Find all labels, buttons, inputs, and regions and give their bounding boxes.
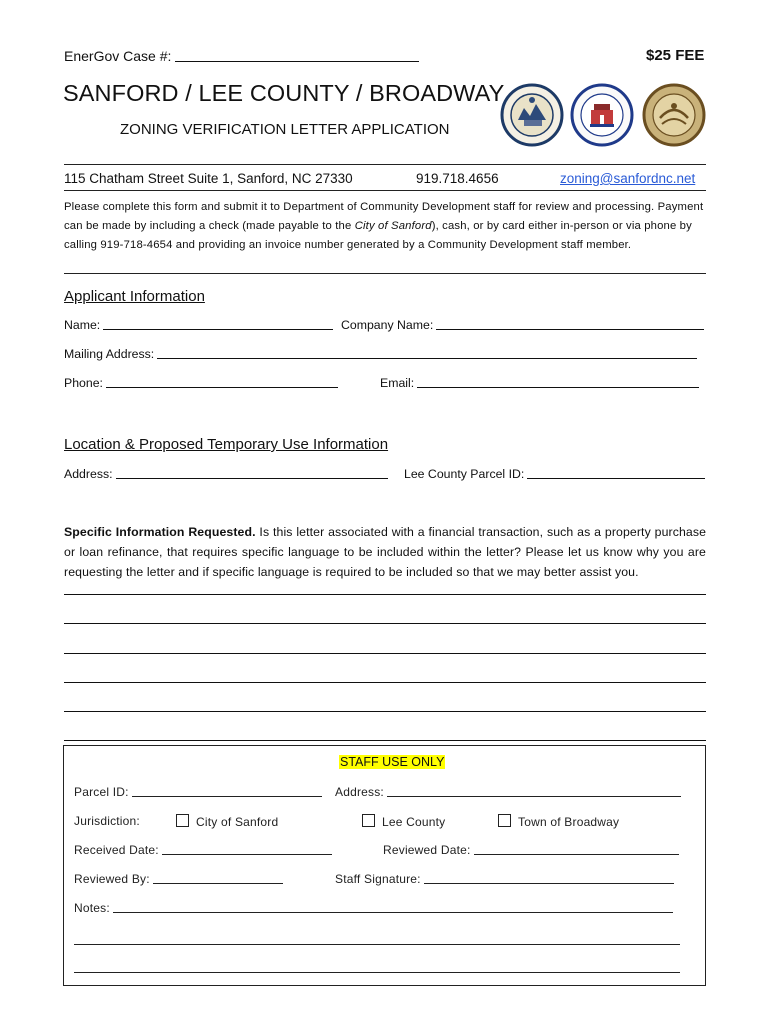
staff-signature-line[interactable] <box>424 872 674 884</box>
case-number-field[interactable] <box>64 48 419 64</box>
company-name-field[interactable] <box>341 318 704 332</box>
answer-line-6[interactable] <box>64 740 706 741</box>
specific-info-heading: Specific Information Requested. <box>64 525 256 539</box>
phone-line[interactable] <box>106 376 338 388</box>
form-subtitle: ZONING VERIFICATION LETTER APPLICATION <box>120 121 450 138</box>
reviewed-by-line[interactable] <box>153 872 283 884</box>
staff-parcel-line[interactable] <box>132 785 322 797</box>
staff-address-line[interactable] <box>387 785 681 797</box>
staff-signature-label: Staff Signature: <box>335 872 421 886</box>
intro-text-1: Please complete this form and submit it to Department of Community Development staff for review and processing. Payment can be made by including a check (made payable to the <box>64 201 704 232</box>
office-address: 115 Chatham Street Suite 1, Sanford, NC 27330 <box>64 171 353 186</box>
city-of-sanford-option-label: City of Sanford <box>196 815 279 829</box>
reviewed-date-label: Reviewed Date: <box>383 843 471 857</box>
applicant-name-field[interactable] <box>64 318 333 332</box>
reviewed-by-label: Reviewed By: <box>74 872 150 886</box>
town-of-broadway-seal <box>642 82 706 148</box>
location-heading: Location & Proposed Temporary Use Information <box>64 436 389 453</box>
received-date-label: Received Date: <box>74 843 159 857</box>
received-date-field[interactable] <box>74 843 332 857</box>
lee-county-checkbox[interactable] <box>362 814 375 827</box>
mailing-label: Mailing Address: <box>64 347 155 361</box>
company-label: Company Name: <box>341 318 434 332</box>
city-of-sanford-seal <box>500 82 564 148</box>
reviewed-date-line[interactable] <box>474 843 679 855</box>
notes-line-1[interactable] <box>113 901 673 913</box>
applicant-heading: Applicant Information <box>64 288 205 305</box>
received-date-line[interactable] <box>162 843 332 855</box>
jurisdiction-option-county[interactable] <box>362 814 445 829</box>
name-line[interactable] <box>103 318 333 330</box>
staff-parcel-field[interactable] <box>74 785 322 799</box>
intro-text-2: ), cash, or by card either in-person or via phone by calling 919-718-4654 and providing an invoice number generated by a Community Development staff member. <box>64 220 692 251</box>
form-title: SANFORD / LEE COUNTY / BROADWAY <box>63 80 505 106</box>
office-phone: 919.718.4656 <box>416 171 499 186</box>
intro-city-italic: City of Sanford <box>354 220 432 232</box>
name-label: Name: <box>64 318 101 332</box>
notes-label: Notes: <box>74 901 110 915</box>
jurisdiction-option-broadway[interactable] <box>498 814 619 829</box>
parcel-id-field[interactable] <box>404 467 705 481</box>
case-number-label: EnerGov Case #: <box>64 48 172 64</box>
staff-signature-field[interactable] <box>335 872 674 886</box>
staff-use-title: STAFF USE ONLY <box>340 755 445 769</box>
specific-info-paragraph <box>64 522 706 582</box>
staff-address-label: Address: <box>335 785 384 799</box>
office-email-link[interactable]: zoning@sanfordnc.net <box>560 171 696 186</box>
jurisdiction-option-city[interactable] <box>176 814 278 829</box>
answer-line-5[interactable] <box>64 711 706 712</box>
phone-label: Phone: <box>64 376 103 390</box>
intro-paragraph <box>64 198 706 255</box>
location-address-line[interactable] <box>116 467 388 479</box>
answer-line-2[interactable] <box>64 623 706 624</box>
parcel-id-label: Lee County Parcel ID: <box>404 467 525 481</box>
mailing-address-field[interactable] <box>64 347 697 361</box>
city-of-sanford-checkbox[interactable] <box>176 814 189 827</box>
parcel-id-line[interactable] <box>527 467 705 479</box>
mailing-line[interactable] <box>157 347 697 359</box>
company-line[interactable] <box>436 318 704 330</box>
intro-rule <box>64 273 706 274</box>
fee-label: $25 FEE <box>646 47 705 64</box>
town-of-broadway-option-label: Town of Broadway <box>518 815 620 829</box>
lee-county-seal <box>570 82 634 148</box>
header-rule <box>64 164 706 165</box>
phone-field[interactable] <box>64 376 338 390</box>
answer-line-4[interactable] <box>64 682 706 683</box>
notes-line-2[interactable] <box>74 944 680 945</box>
town-of-broadway-checkbox[interactable] <box>498 814 511 827</box>
location-address-field[interactable] <box>64 467 388 481</box>
contact-rule <box>64 190 706 191</box>
email-line[interactable] <box>417 376 699 388</box>
reviewed-by-field[interactable] <box>74 872 283 886</box>
reviewed-date-field[interactable] <box>383 843 679 857</box>
notes-field[interactable] <box>74 901 673 915</box>
email-field[interactable] <box>380 376 699 390</box>
specific-info-text: Is this letter associated with a financial transaction, such as a property purchase or loan refinance, that requires specific language to be included within the letter? Please let us know why you are requesting the letter and if specific language is required to be included so that we may better assist you. <box>64 525 707 579</box>
answer-line-3[interactable] <box>64 653 706 654</box>
answer-line-1[interactable] <box>64 594 706 595</box>
lee-county-option-label: Lee County <box>382 815 446 829</box>
case-number-line[interactable] <box>175 49 419 62</box>
staff-use-box <box>63 745 706 986</box>
email-label: Email: <box>380 376 415 390</box>
notes-line-3[interactable] <box>74 972 680 973</box>
location-address-label: Address: <box>64 467 113 481</box>
staff-address-field[interactable] <box>335 785 681 799</box>
jurisdiction-label: Jurisdiction: <box>74 814 140 828</box>
staff-parcel-label: Parcel ID: <box>74 785 129 799</box>
